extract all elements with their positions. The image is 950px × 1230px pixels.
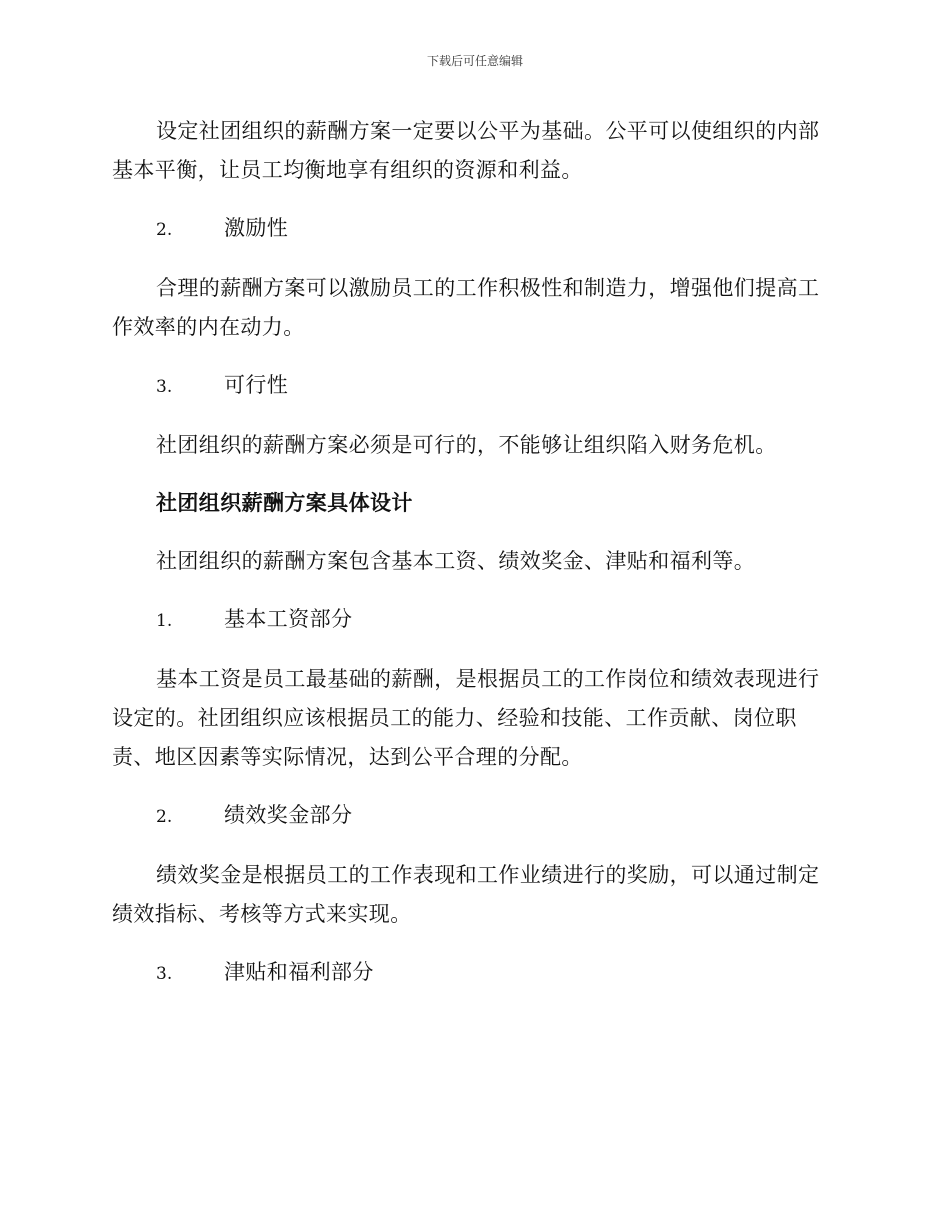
list-label: 激励性 [224, 216, 289, 240]
paragraph-incentive: 合理的薪酬方案可以激励员工的工作积极性和制造力，增强他们提高工作效率的内在动力。 [112, 276, 820, 339]
list-item-allowance [112, 953, 832, 994]
paragraph-performance-bonus: 绩效奖金是根据员工的工作表现和工作业绩进行的奖励，可以通过制定绩效指标、考核等方式来实现。 [112, 863, 820, 926]
list-label: 绩效奖金部分 [224, 803, 353, 827]
list-item-basic-salary [112, 600, 832, 641]
list-label: 基本工资部分 [224, 607, 353, 631]
list-number: 2. [156, 807, 173, 827]
list-label: 津贴和福利部分 [224, 960, 374, 984]
paragraph-fairness: 设定社团组织的薪酬方案一定要以公平为基础。公平可以使组织的内部基本平衡，让员工均衡地享有组织的资源和利益。 [112, 119, 820, 182]
list-number: 3. [156, 377, 173, 397]
list-item-performance-bonus [112, 796, 832, 837]
list-item-feasibility [112, 366, 832, 407]
document-body [112, 112, 832, 1013]
list-number: 2. [156, 220, 173, 240]
paragraph-basic-salary: 基本工资是员工最基础的薪酬，是根据员工的工作岗位和绩效表现进行设定的。社团组织应该根据员工的能力、经验和技能、工作贡献、岗位职责、地区因素等实际情况，达到公平合理的分配。 [112, 667, 820, 769]
paragraph-components: 社团组织的薪酬方案包含基本工资、绩效奖金、津贴和福利等。 [156, 549, 756, 573]
list-item-incentive [112, 209, 832, 250]
section-heading: 社团组织薪酬方案具体设计 [156, 491, 413, 515]
page-header: 下载后可任意编辑 [426, 54, 523, 68]
paragraph-feasibility: 社团组织的薪酬方案必须是可行的，不能够让组织陷入财务危机。 [156, 433, 777, 457]
list-number: 3. [156, 964, 173, 984]
list-label: 可行性 [224, 373, 289, 397]
list-number: 1. [156, 611, 173, 631]
